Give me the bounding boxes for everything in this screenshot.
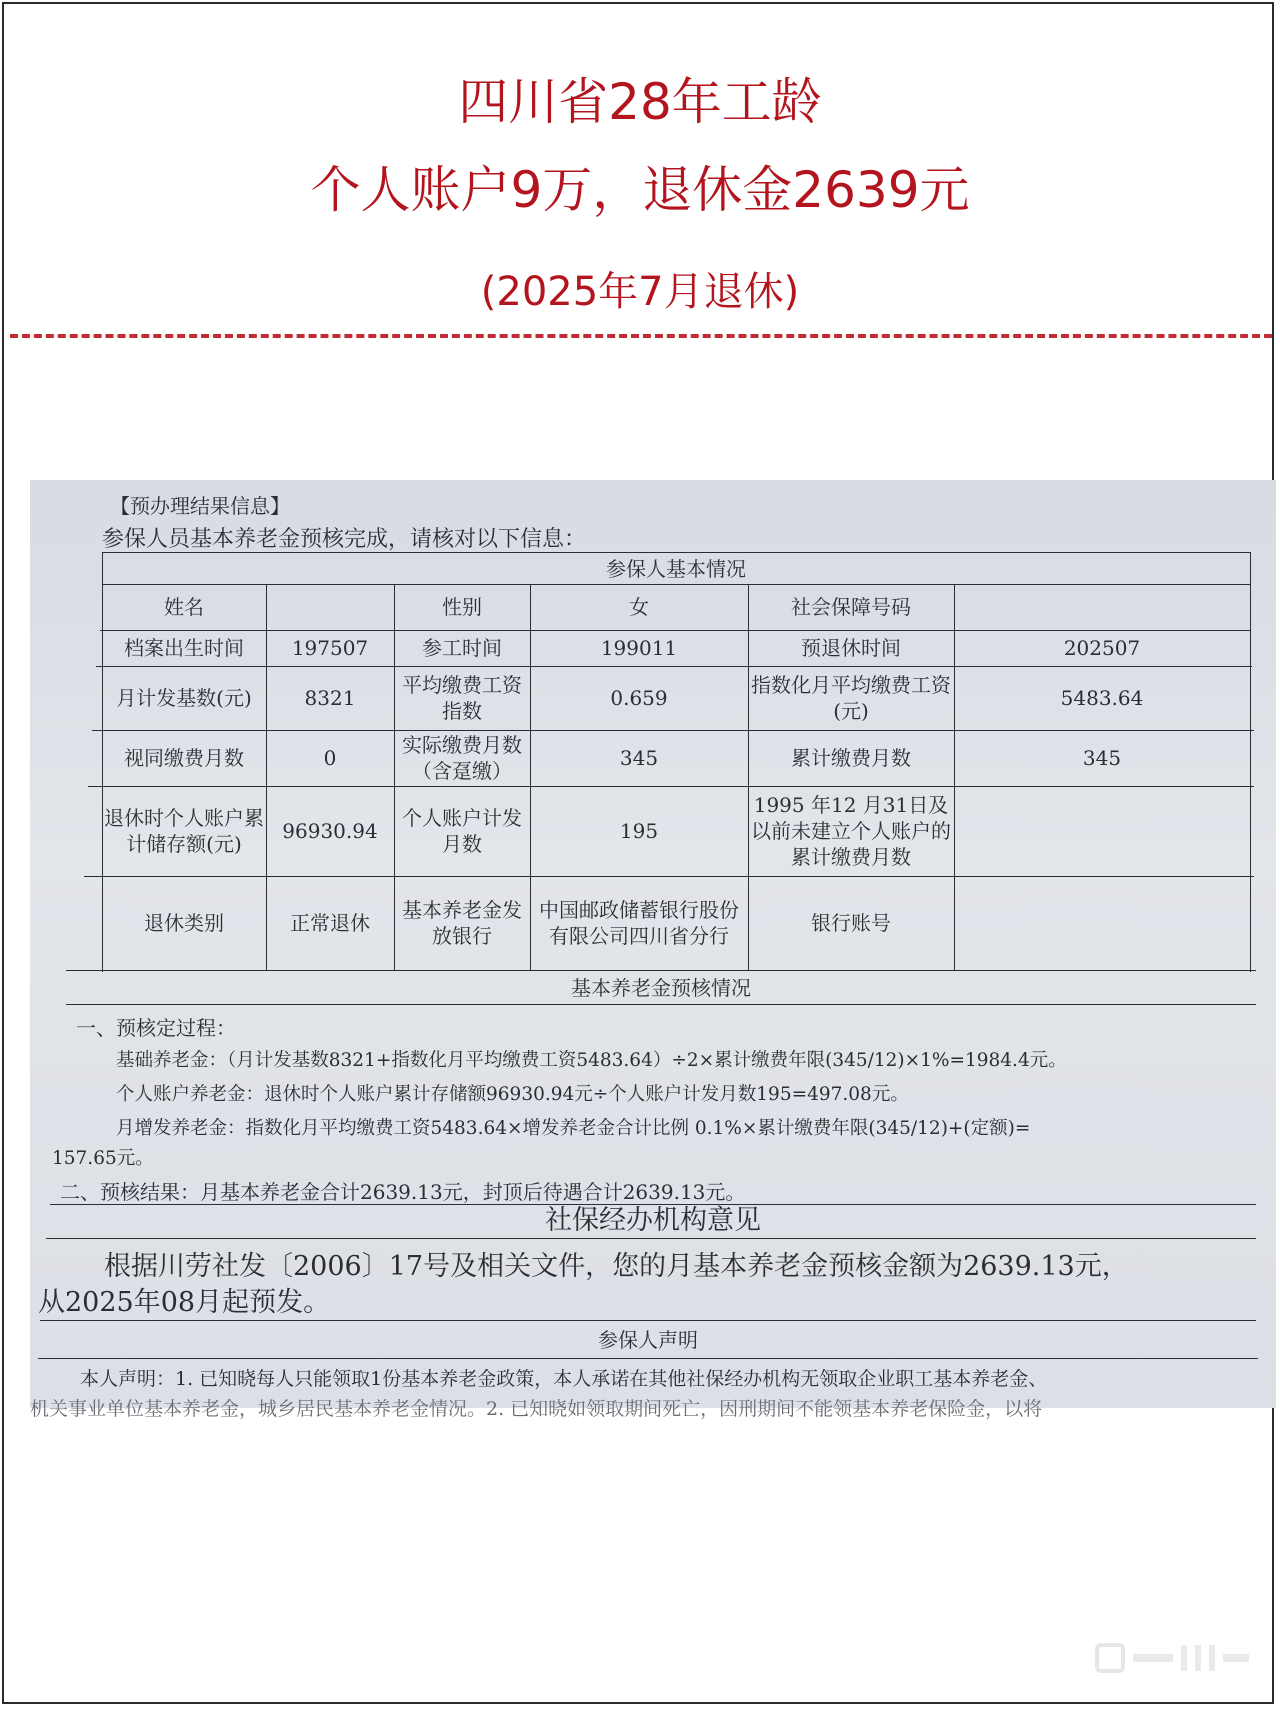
agency-opinion-text-2: 从2025年08月起预发。 (38, 1287, 331, 1318)
pay-bank-label: 基本养老金发放银行 (402, 898, 522, 948)
pension-form (30, 480, 1276, 1420)
base-label: 月计发基数(元) (116, 686, 252, 710)
deemed-months-label: 视同缴费月数 (124, 746, 244, 770)
statement-title: 参保人声明 (598, 1328, 698, 1352)
avg-index-label: 平均缴费工资指数 (402, 673, 522, 723)
dashed-divider (10, 334, 1272, 338)
bank-account-value (954, 876, 1250, 970)
gender-value: 女 (629, 595, 649, 619)
watermark-icon (1095, 1640, 1255, 1676)
document-photo (30, 480, 1276, 1420)
statement-text-cut: 机关事业单位基本养老金，城乡居民基本养老金情况。2. 已知晓如领取期间死亡，因刑期间不能领基本养老保险金，以将 (30, 1398, 1043, 1420)
calc-result: 二、预核结果：月基本养老金合计2639.13元，封顶后待遇合计2639.13元。 (60, 1180, 746, 1204)
deemed-months-value: 0 (323, 746, 337, 770)
ssn-label: 社会保障号码 (791, 595, 911, 619)
agency-opinion-text: 根据川劳社发〔2006〕17号及相关文件，您的月基本养老金预核金额为2639.13元， (104, 1251, 1129, 1282)
headline-retire-date: (2025年7月退休) (480, 269, 800, 315)
total-months-label: 累计缴费月数 (791, 746, 911, 770)
calc-section-title: 基本养老金预核情况 (571, 976, 751, 1000)
calc-extra-pension-amount: 157.65元。 (52, 1148, 154, 1169)
birth-value: 197507 (291, 636, 369, 660)
account-balance-label: 退休时个人账户累计储存额(元) (104, 806, 264, 856)
gender-label: 性别 (442, 595, 482, 619)
retire-time-value: 202507 (1063, 636, 1141, 660)
headline-subtitle: 个人账户9万，退休金2639元 (310, 161, 970, 219)
account-balance-value: 96930.94 (282, 819, 378, 843)
actual-months-value: 345 (619, 746, 659, 770)
agency-opinion-title: 社保经办机构意见 (545, 1205, 761, 1236)
total-months-value: 345 (1082, 746, 1122, 770)
intro-text: 参保人员基本养老金预核完成，请核对以下信息： (102, 527, 587, 552)
work-start-value: 199011 (600, 636, 678, 660)
name-value (266, 584, 394, 630)
payout-months-value: 195 (619, 819, 659, 843)
retire-type-value: 正常退休 (290, 911, 370, 935)
section-title: 【预办理结果信息】 (110, 494, 290, 518)
ssn-value (954, 584, 1250, 630)
pre1995-value (954, 786, 1250, 876)
statement-text: 本人声明：1. 已知晓每人只能领取1份基本养老金政策，本人承诺在其他社保经办机构无领取企业职工基本养老金、 (80, 1368, 1048, 1390)
actual-months-label: 实际缴费月数（含趸缴） (402, 733, 522, 783)
pay-bank-value: 中国邮政储蓄银行股份有限公司四川省分行 (539, 898, 739, 948)
birth-label: 档案出生时间 (124, 636, 244, 660)
calc-account-pension: 个人账户养老金：退休时个人账户累计存储额96930.94元÷个人账户计发月数195=497.08元。 (116, 1084, 909, 1105)
calc-extra-pension: 月增发养老金：指数化月平均缴费工资5483.64×增发养老金合计比例 0.1%×累计缴费年限(345/12)+(定额)= (116, 1118, 1031, 1139)
avg-index-value: 0.659 (610, 686, 668, 710)
indexed-wage-value: 5483.64 (1060, 686, 1144, 710)
pre1995-label: 1995 年12 月31日及以前未建立个人账户的累计缴费月数 (751, 793, 951, 869)
name-label: 姓名 (164, 595, 204, 619)
payout-months-label: 个人账户计发月数 (402, 806, 522, 856)
calc-process-heading: 一、预核定过程： (76, 1016, 236, 1040)
retire-type-label: 退休类别 (144, 911, 224, 935)
base-value: 8321 (304, 686, 356, 710)
calc-basic-pension: 基础养老金：（月计发基数8321+指数化月平均缴费工资5483.64）÷2×累计缴费年限(345/12)×1%=1984.4元。 (116, 1050, 1067, 1071)
work-start-label: 参工时间 (422, 636, 502, 660)
headline-title: 四川省28年工龄 (458, 73, 822, 131)
basic-info-title: 参保人基本情况 (606, 557, 746, 581)
bank-account-label: 银行账号 (811, 911, 891, 935)
retire-time-label: 预退休时间 (801, 636, 901, 660)
indexed-wage-label: 指数化月平均缴费工资(元) (751, 673, 951, 723)
